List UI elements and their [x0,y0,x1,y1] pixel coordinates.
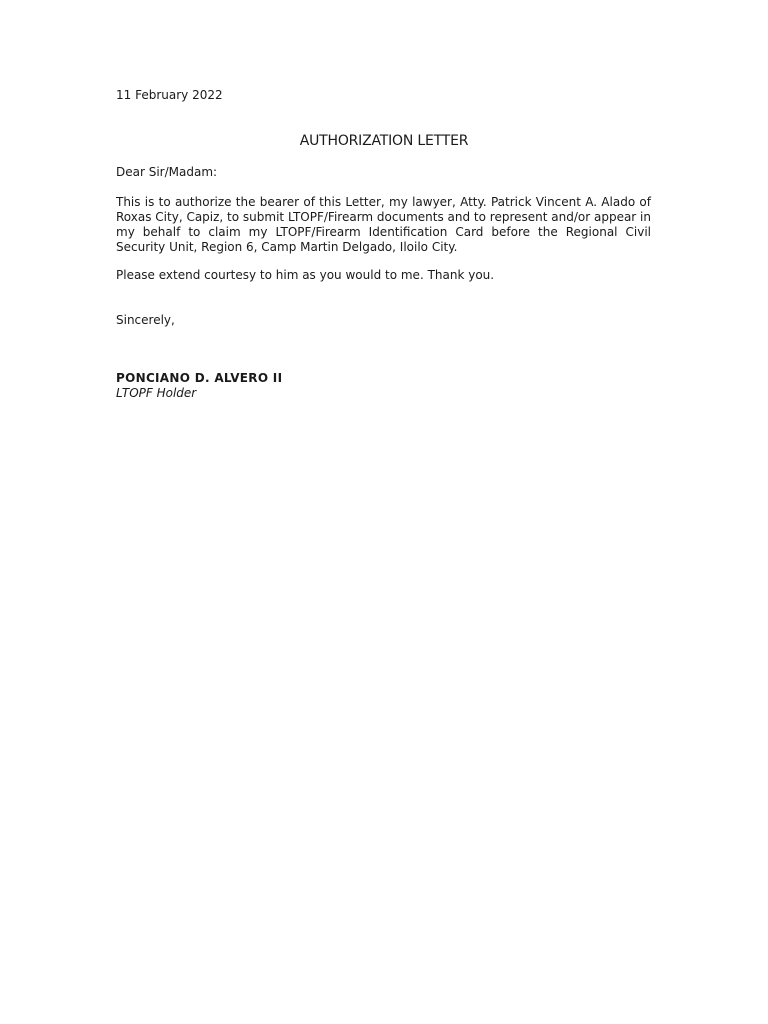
letter-date: 11 February 2022 [116,88,223,102]
salutation: Dear Sir/Madam: [116,165,218,179]
body-paragraph: This is to authorize the bearer of this Letter, my lawyer, Atty. Patrick Vincent A. Alado of Roxas City, Capiz, to submit LTOPF/Firearm documents and to represent and/or appear in my behalf to claim my LTOPF/Firearm Identification Card before the Regional Civil Security Unit, Region 6, Camp Martin Delgado, Iloilo City. [116,195,651,254]
closing: Sincerely, [116,313,175,327]
signatory-name: PONCIANO D. ALVERO II [116,371,283,385]
letter-title: AUTHORIZATION LETTER [299,133,469,149]
signatory-title: LTOPF Holder [116,386,197,400]
courtesy-paragraph: Please extend courtesy to him as you would to me. Thank you. [116,268,495,282]
